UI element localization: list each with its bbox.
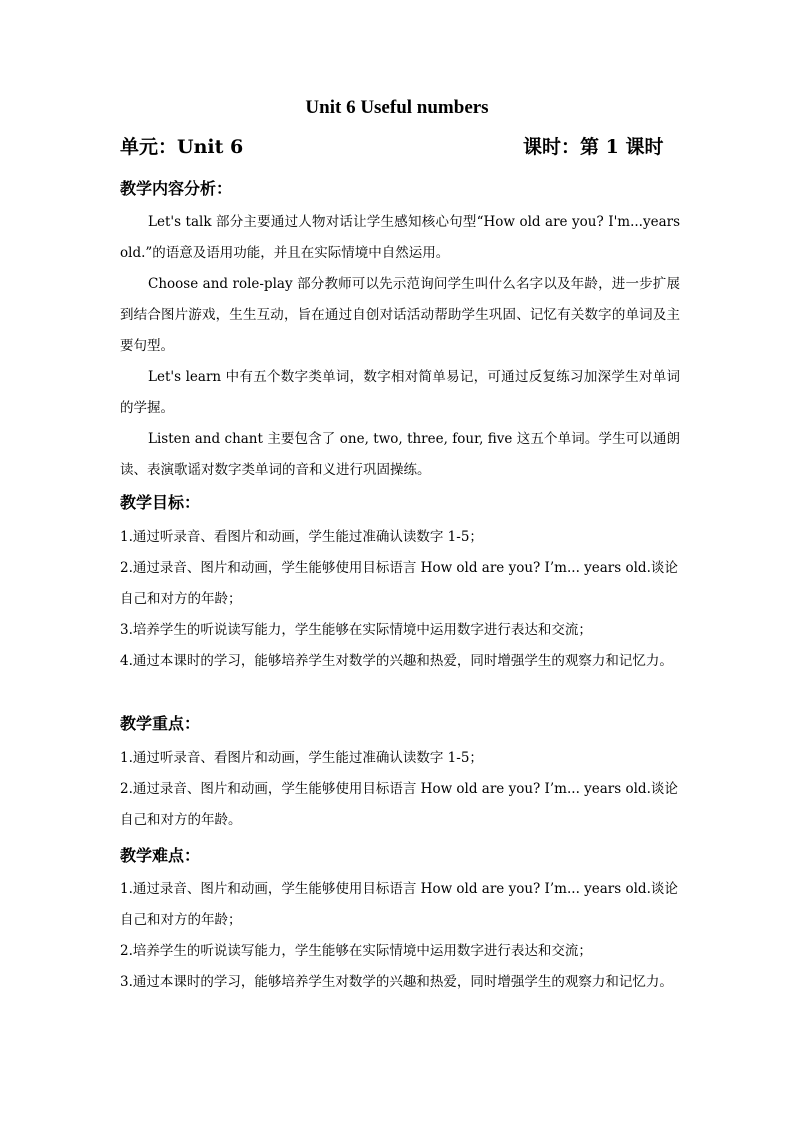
- objectives-list: [120, 522, 680, 677]
- objectives-heading: 教学目标：: [120, 493, 201, 512]
- analysis-paragraph: Choose and role-play 部分教师可以先示范询问学生叫什么名字以及年龄，进一步扩展到结合图片游戏，生生互动，旨在通过自创对话活动帮助学生巩固、记忆有关数字的单词及主要句型。: [120, 276, 680, 354]
- difficulties-list: [120, 874, 680, 998]
- objective-item: 4.通过本课时的学习，能够培养学生对数学的兴趣和热爱，同时增强学生的观察力和记忆力。: [120, 653, 673, 669]
- objective-item: 2.通过录音、图片和动画，学生能够使用目标语言 How old are you? I’m... years old.谈论自己和对方的年龄；: [120, 560, 678, 607]
- unit-label: 单元：Unit 6: [120, 136, 244, 158]
- analysis-paragraph: Let's talk 部分主要通过人物对话让学生感知核心句型“How old are you? I'm...years old.”的语意及语用功能，并且在实际情境中自然运用。: [120, 214, 680, 261]
- lesson-label: 课时：第 1 课时: [523, 136, 664, 158]
- key-point-item: 2.通过录音、图片和动画，学生能够使用目标语言 How old are you? I’m... years old.谈论自己和对方的年龄。: [120, 781, 678, 828]
- key-point-item: 1.通过听录音、看图片和动画，学生能过准确认读数字 1-5；: [120, 750, 483, 766]
- analysis-paragraph: Let's learn 中有五个数字类单词，数字相对简单易记，可通过反复练习加深学生对单词的学握。: [120, 369, 680, 416]
- difficulties-heading: 教学难点：: [120, 846, 201, 865]
- document-title: Unit 6 Useful numbers: [305, 97, 489, 118]
- key-points-list: [120, 743, 680, 836]
- difficulty-item: 3.通过本课时的学习，能够培养学生对数学的兴趣和热爱，同时增强学生的观察力和记忆力。: [120, 974, 673, 990]
- analysis-paragraph: Listen and chant 主要包含了 one, two, three, four, five 这五个单词。学生可以通朗读、表演歌谣对数字类单词的音和义进行巩固操练。: [120, 431, 680, 478]
- objective-item: 1.通过听录音、看图片和动画，学生能过准确认读数字 1-5；: [120, 529, 483, 545]
- key-points-heading: 教学重点：: [120, 714, 201, 733]
- difficulty-item: 1.通过录音、图片和动画，学生能够使用目标语言 How old are you? I’m... years old.谈论自己和对方的年龄；: [120, 881, 678, 928]
- difficulty-item: 2.培养学生的听说读写能力，学生能够在实际情境中运用数字进行表达和交流；: [120, 943, 592, 959]
- objective-item: 3.培养学生的听说读写能力，学生能够在实际情境中运用数字进行表达和交流；: [120, 622, 592, 638]
- analysis-heading: 教学内容分析：: [120, 179, 233, 198]
